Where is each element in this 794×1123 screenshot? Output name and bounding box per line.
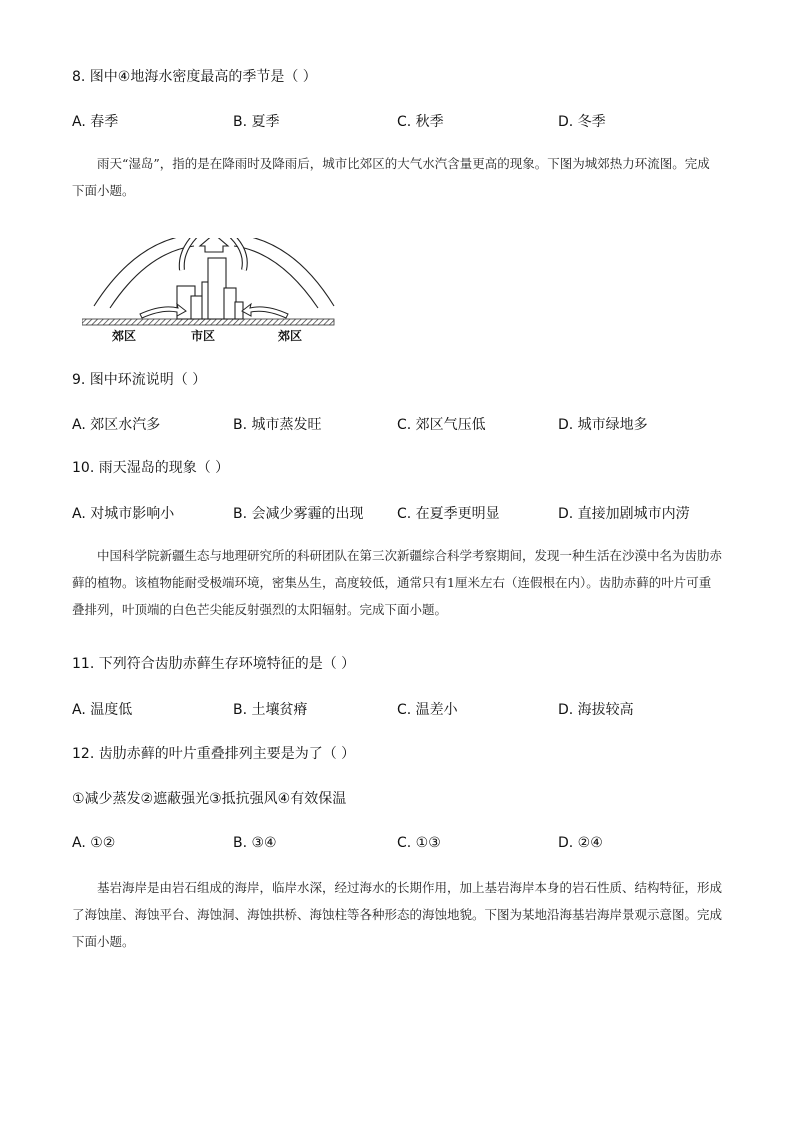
q10-option-b: B. 会减少雾霾的出现 — [233, 506, 364, 522]
city-buildings — [177, 258, 243, 319]
q9-option-d: D. 城市绿地多 — [558, 417, 648, 433]
label-city: 市区 — [191, 329, 216, 343]
q12-stem: 12. 齿肋赤藓的叶片重叠排列主要是为了（ ） — [72, 746, 356, 762]
ground-strip — [82, 319, 334, 325]
q12-choices: ①减少蒸发②遮蔽强光③抵抗强风④有效保温 — [72, 791, 347, 807]
q11-option-a: A. 温度低 — [72, 702, 133, 718]
q10-option-c: C. 在夏季更明显 — [397, 506, 500, 522]
q8-option-b: B. 夏季 — [233, 114, 280, 130]
q9-option-a: A. 郊区水汽多 — [72, 417, 161, 433]
outer-arc-right — [232, 238, 334, 306]
q8-option-d: D. 冬季 — [558, 114, 606, 130]
q9-option-b: B. 城市蒸发旺 — [233, 417, 322, 433]
q12-option-b: B. ③④ — [233, 835, 277, 851]
building-6 — [235, 302, 243, 319]
q8-stem: 8. 图中④地海水密度最高的季节是（ ） — [72, 69, 317, 85]
inner-arrow-right — [232, 238, 245, 270]
q9-option-c: C. 郊区气压低 — [397, 417, 486, 433]
q10-option-d: D. 直接加剧城市内涝 — [558, 506, 690, 522]
q11-option-b: B. 土壤贫瘠 — [233, 702, 308, 718]
q9-stem: 9. 图中环流说明（ ） — [72, 372, 207, 388]
q10-option-a: A. 对城市影响小 — [72, 506, 175, 522]
label-suburb-left: 郊区 — [112, 329, 137, 343]
building-5 — [224, 288, 236, 319]
q8-option-a: A. 春季 — [72, 114, 119, 130]
passage-wet-island: 雨天“湿岛”，指的是在降雨时及降雨后，城市比郊区的大气水汽含量更高的现象。下图为城郊热力环流图。完成下面小题。 — [72, 156, 710, 198]
rising-air-arrow — [200, 238, 228, 252]
building-2 — [191, 296, 203, 319]
passage-moss: 中国科学院新疆生态与地理研究所的科研团队在第三次新疆综合科学考察期间，发现一种生活在沙漠中名为齿肋赤藓的植物。该植物能耐受极端环境，密集丛生，高度较低，通常只有1厘米左右（连假根在内）。齿肋赤藓的叶片可重叠排列，叶顶端的白色芒尖能反射强烈的太阳辐射。完成下面小题。 — [72, 548, 723, 617]
q8-option-c: C. 秋季 — [397, 114, 444, 130]
building-4 — [208, 258, 226, 319]
passage-bedrock-coast: 基岩海岸是由岩石组成的海岸，临岸水深，经过海水的长期作用，加上基岩海岸本身的岩石性质、结构特征，形成了海蚀崖、海蚀平台、海蚀洞、海蚀拱桥、海蚀柱等各种形态的海蚀地貌。下图为某地沿海基岩海岸景观示意图。完成下面小题。 — [72, 880, 723, 949]
q12-option-d: D. ②④ — [558, 835, 603, 851]
q12-option-a: A. ①② — [72, 835, 116, 851]
q10-stem: 10. 雨天湿岛的现象（ ） — [72, 460, 230, 476]
q11-stem: 11. 下列符合齿肋赤藓生存环境特征的是（ ） — [72, 656, 356, 672]
label-suburb-right: 郊区 — [278, 329, 303, 343]
q11-option-c: C. 温差小 — [397, 702, 458, 718]
inflow-arrow-right — [242, 304, 288, 318]
q11-option-d: D. 海拔较高 — [558, 702, 634, 718]
q12-option-c: C. ①③ — [397, 835, 441, 851]
heat-circulation-diagram — [82, 238, 338, 348]
